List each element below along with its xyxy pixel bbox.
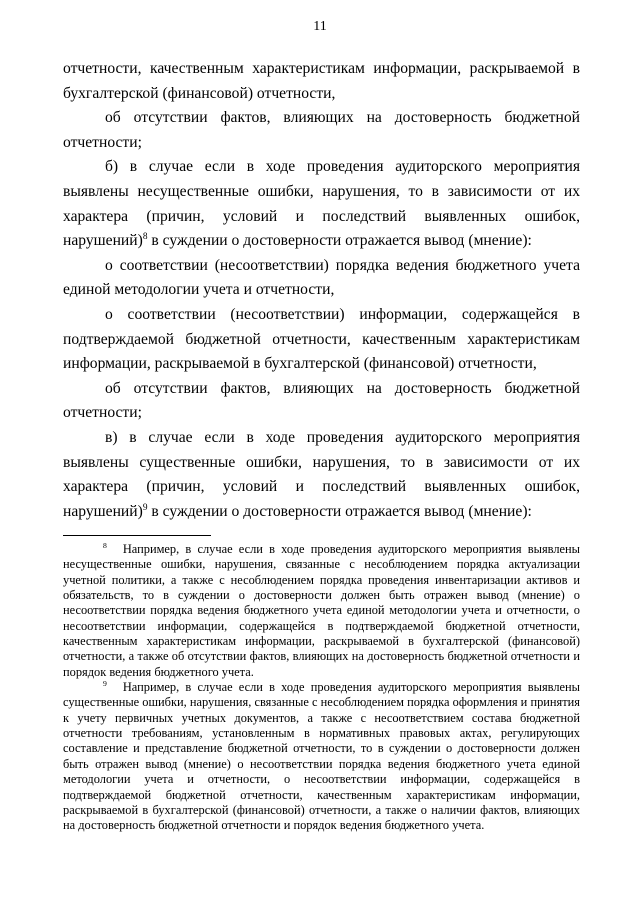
page-number: 11 bbox=[313, 19, 327, 34]
paragraph-text: о соответствии (несоответствии) порядка ведения бюджетного учета единой методологии учета и отчетности, bbox=[63, 256, 580, 299]
paragraph bbox=[63, 303, 580, 377]
paragraph bbox=[63, 377, 580, 426]
footnote-mark: 8 bbox=[103, 540, 107, 550]
paragraph-text: в) в случае если в ходе проведения аудиторского мероприятия выявлены существенные ошибки, нарушения, то в зависимости от их характера (причин, условий и последствий выявленных ошибок, нарушений) bbox=[63, 428, 580, 520]
footnote-text: Например, в случае если в ходе проведения аудиторского мероприятия выявлены несущественные ошибки, нарушения, связанные с несоблюдением порядка актуализации учетной политики, а также с несоблюдением порядка проведения инвентаризации активов и обязательств, то в суждении о достоверности должен быть отражен вывод (мнение) о несоответствии порядка ведения бюджетного учета единой методологии учета и отчетности, о несоответствии информации, содержащейся в подтверждаемой бюджетной отчетности, качественным характеристикам информации, раскрываемой в бухгалтерской (финансовой) отчетности, а также об отсутствии фактов, влияющих на достоверность бюджетной отчетности и порядок ведения бюджетного учета. bbox=[63, 542, 580, 679]
paragraph-text: в суждении о достоверности отражается вывод (мнение): bbox=[147, 502, 532, 520]
footnote-separator bbox=[63, 535, 211, 536]
footnote-text: Например, в случае если в ходе проведения аудиторского мероприятия выявлены существенные ошибки, нарушения, связанные с несоблюдением порядка оформления и принятия к учету первичных учетных документов, а также с несоответствием состава бюджетной отчетности требованиям, установленным в нормативных правовых актах, регулирующих составление и представление бюджетной отчетности, то в суждении о достоверности должен быть отражен вывод (мнение) о несоответствии порядка ведения бюджетного учета единой методологии учета и отчетности, о несоответствии информации, содержащейся в подтверждаемой бюджетной отчетности, качественным характеристикам информации, раскрываемой в бухгалтерской (финансовой) отчетности, а также о наличии фактов, влияющих на достоверность бюджетной отчетности и порядок ведения бюджетного учета. bbox=[63, 680, 580, 833]
paragraph-text: об отсутствии фактов, влияющих на достоверность бюджетной отчетности; bbox=[63, 379, 580, 422]
main-text bbox=[63, 57, 580, 524]
paragraph-text: б) в случае если в ходе проведения аудиторского мероприятия выявлены несущественные ошибки, нарушения, то в зависимости от их характера (причин, условий и последствий выявленных ошибок, нарушений) bbox=[63, 158, 580, 250]
paragraph bbox=[63, 155, 580, 253]
paragraph-text: в суждении о достоверности отражается вывод (мнение): bbox=[147, 232, 532, 250]
footnote-reference: 8 bbox=[142, 231, 148, 242]
paragraph bbox=[63, 426, 580, 524]
paragraph bbox=[63, 106, 580, 155]
paragraph-text: о соответствии (несоответствии) информации, содержащейся в подтверждаемой бюджетной отчетности, качественным характеристикам информации, раскрываемой в бухгалтерской (финансовой) отчетности, bbox=[63, 305, 580, 373]
paragraph-text: отчетности, качественным характеристикам информации, раскрываемой в бухгалтерской (финансовой) отчетности, bbox=[63, 60, 580, 102]
footnote-mark: 9 bbox=[103, 678, 107, 688]
footnote bbox=[63, 542, 580, 680]
paragraph-text: об отсутствии фактов, влияющих на достоверность бюджетной отчетности; bbox=[63, 109, 580, 151]
paragraph bbox=[63, 254, 580, 303]
footnote bbox=[63, 680, 580, 833]
footnotes bbox=[63, 542, 580, 834]
footnote-reference: 9 bbox=[142, 502, 148, 513]
paragraph bbox=[63, 57, 580, 106]
